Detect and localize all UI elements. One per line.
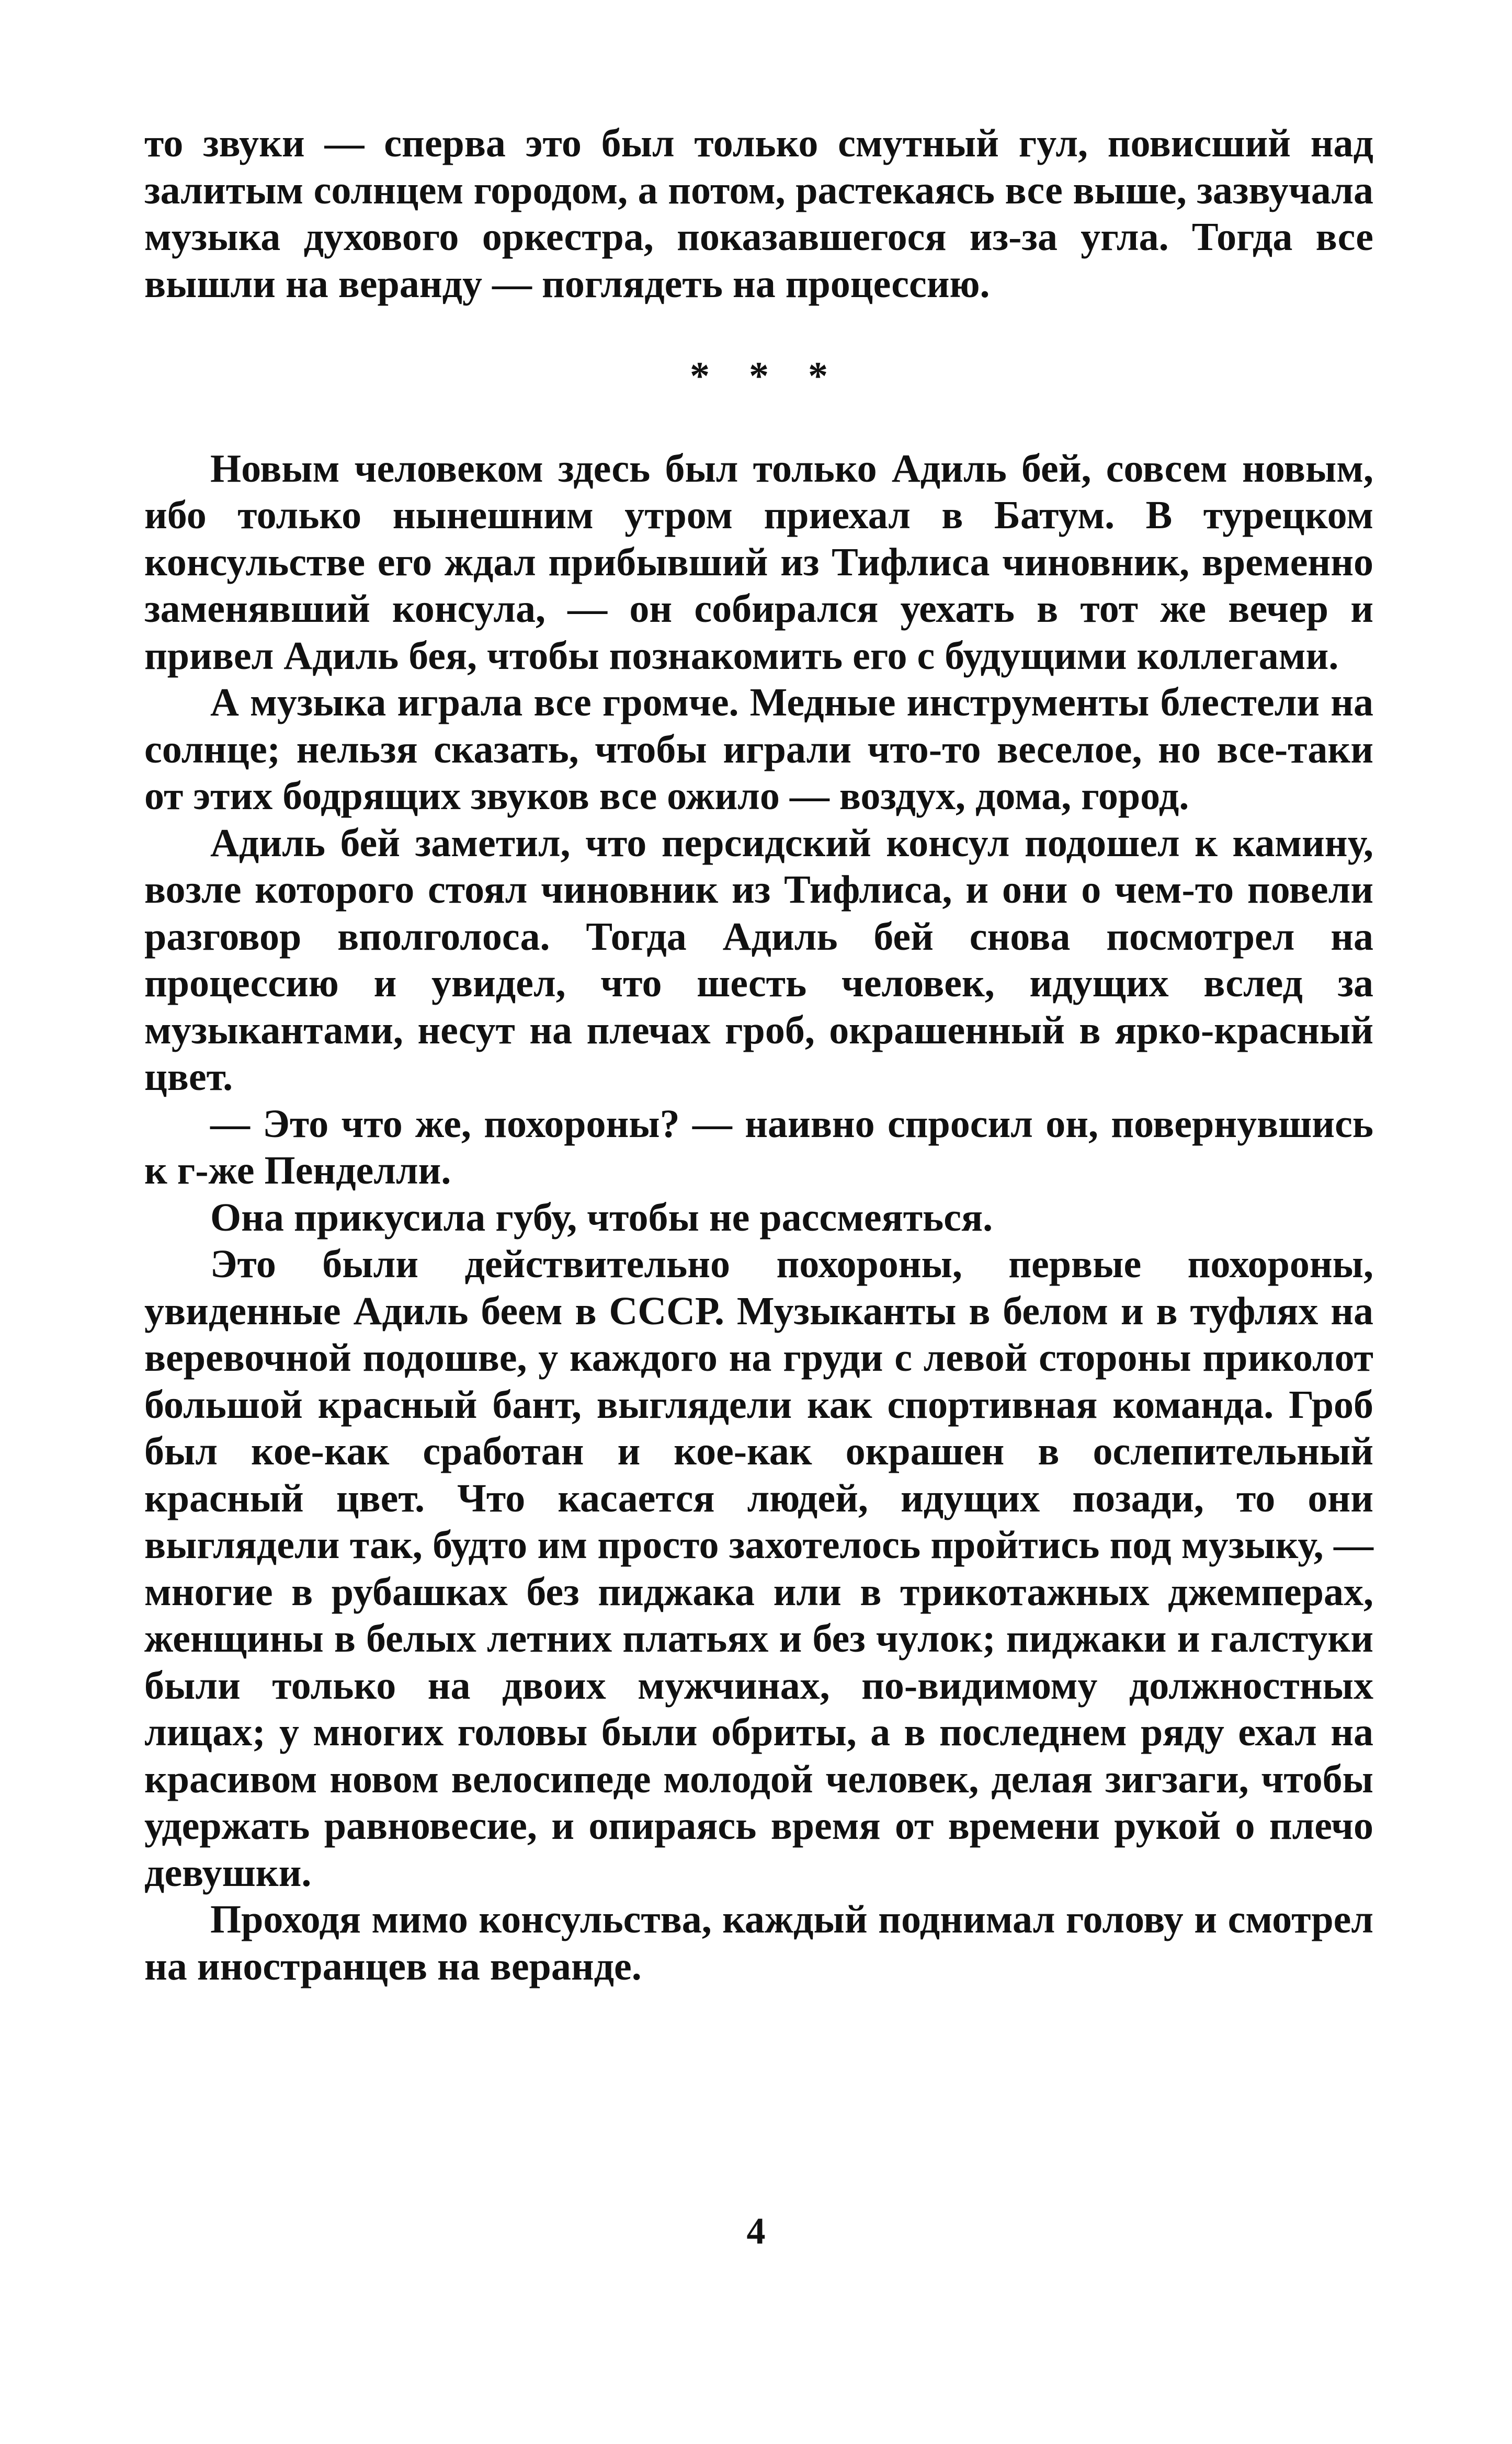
paragraph-continuation: то звуки — сперва это был только смутный гул, повисший над залитым солнцем городом, а потом, растекаясь все выше, зазвучала музыка духового оркестра, показавшегося из-за угла. Тогда все вышли на веранду — поглядеть на процессию. <box>144 121 1373 306</box>
paragraph-bit-lip: Она прикусила губу, чтобы не рассмеяться. <box>210 1195 993 1240</box>
paragraph-passing-consulate: Проходя мимо консульства, каждый поднимал голову и смотрел на иностранцев на веранде. <box>144 1897 1373 1988</box>
paragraph-music-louder: А музыка играла все громче. Медные инструменты блестели на солнце; нельзя сказать, чтобы играли что-то веселое, но все-таки от этих бодрящих звуков все ожило — воздух, дома, город. <box>144 680 1373 818</box>
section-separator: * * * <box>690 354 843 398</box>
paragraph-adil-bey-arrival: Новым человеком здесь был только Адиль бей, совсем новым, ибо только нынешним утром приехал в Батум. В турецком консульстве его ждал прибывший из Тифлиса чиновник, временно заменявший консула, — он собирался уехать в тот же вечер и привел Адиль бея, чтобы познакомить его с будущими коллегами. <box>144 446 1373 678</box>
page-number: 4 <box>746 2210 766 2252</box>
paragraph-funeral-description: Это были действительно похороны, первые похороны, увиденные Адиль беем в СССР. Музыканты в белом и в туфлях на веревочной подошве, у каждого на груди с левой стороны приколот большой красный бант, выглядели как спортивная команда. Гроб был кое-как сработан и кое-как окрашен в ослепительный красный цвет. Что касается людей, идущих позади, то они выглядели так, будто им просто захотелось пройтись под музыку, — многие в рубашках без пиджака или в трикотажных джемперах, женщины в белых летних платьях и без чулок; пиджаки и галстуки были только на двоих мужчинах, по-видимому должностных лицах; у многих головы были обриты, а в последнем ряду ехал на красивом новом велосипеде молодой человек, делая зигзаги, чтобы удержать равновесие, и опираясь время от времени рукой о плечо девушки. <box>144 1242 1373 1895</box>
paragraph-persian-consul: Адиль бей заметил, что персидский консул подошел к камину, возле которого стоял чиновник из Тифлиса, и они о чем-то повели разговор вполголоса. Тогда Адиль бей снова посмотрел на процессию и увидел, что шесть человек, идущих вслед за музыкантами, несут на плечах гроб, окрашенный в ярко-красный цвет. <box>144 821 1373 1099</box>
page-body-text <box>144 120 1373 1990</box>
paragraph-dialogue-question: — Это что же, похороны? — наивно спросил он, повернувшись к г-же Пенделли. <box>144 1101 1373 1192</box>
